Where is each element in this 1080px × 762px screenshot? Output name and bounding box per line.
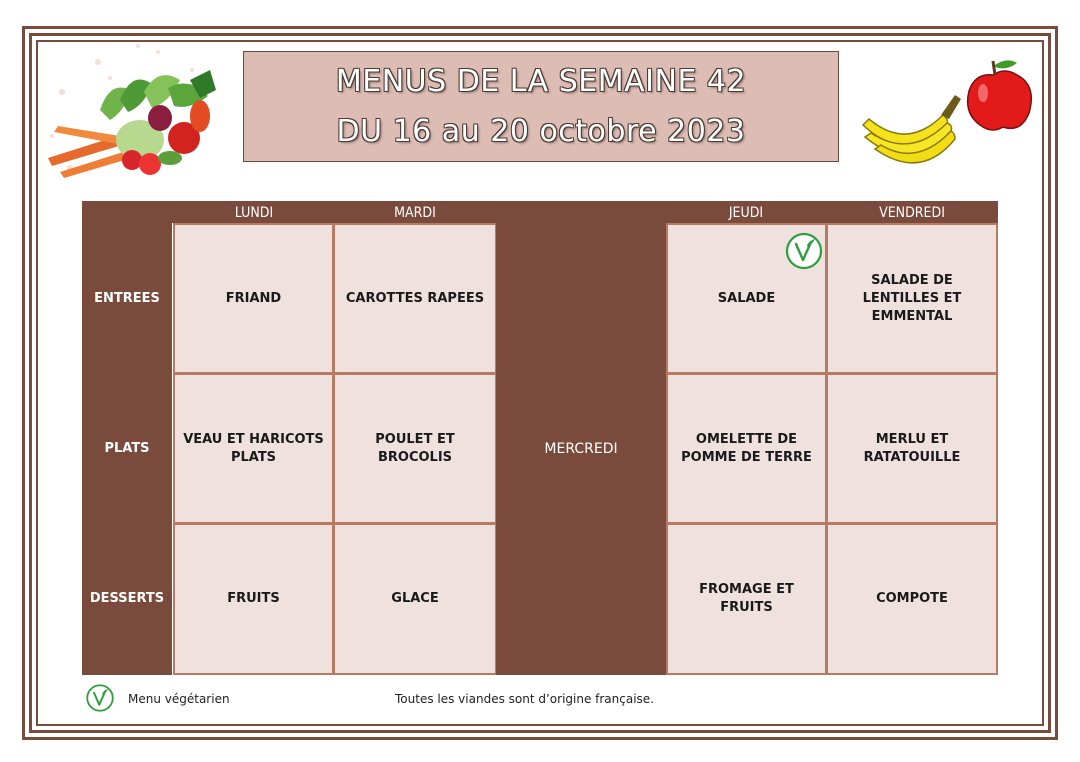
dish-label: POULET ET BROCOLIS — [375, 431, 455, 465]
row-label-desserts: DESSERTS — [89, 591, 165, 606]
dish-label: SALADE DE LENTILLES ET EMMENTAL — [862, 272, 962, 324]
cell-mardi-entree — [333, 223, 497, 374]
cell-lundi-entree — [173, 223, 334, 374]
vegetarian-icon — [784, 231, 824, 271]
day-header-lundi: LUNDI — [234, 205, 274, 221]
vegetarian-legend-icon — [85, 683, 115, 713]
date-range-title: DU 16 au 20 octobre 2023 — [336, 113, 746, 149]
dish-label: MERLU ET RATATOUILLE — [863, 431, 961, 465]
cell-jeudi-entree — [666, 223, 827, 374]
dish-label: VEAU ET HARICOTS PLATS — [183, 431, 324, 465]
dish-label: GLACE — [391, 591, 439, 606]
row-label-entrees: ENTREES — [94, 291, 160, 306]
week-title: MENUS DE LA SEMAINE 42 — [335, 63, 747, 99]
row-label-plats: PLATS — [104, 441, 150, 456]
cell-jeudi-dessert — [666, 523, 827, 675]
day-header-jeudi: JEUDI — [728, 205, 764, 221]
cell-mardi-dessert — [333, 523, 497, 675]
cell-lundi-plat — [173, 373, 334, 524]
day-header-mardi: MARDI — [394, 205, 436, 221]
mercredi-column — [496, 223, 666, 675]
cell-mardi-plat — [333, 373, 497, 524]
cell-vendredi-dessert — [826, 523, 998, 675]
cell-lundi-dessert — [173, 523, 334, 675]
dish-label: OMELETTE DE POMME DE TERRE — [681, 431, 812, 465]
mercredi-header-cell — [496, 201, 666, 223]
dish-label: FROMAGE ET FRUITS — [699, 582, 794, 615]
title-box — [243, 51, 839, 162]
fruits-illustration — [855, 55, 1035, 175]
dish-label: COMPOTE — [876, 591, 948, 606]
mercredi-label: MERCREDI — [544, 441, 618, 457]
cell-vendredi-entree — [826, 223, 998, 374]
dish-label: FRUITS — [227, 591, 280, 606]
dish-label: SALADE — [717, 290, 776, 306]
meat-origin-note: Toutes les viandes sont d’origine française. — [395, 692, 655, 706]
cell-vendredi-plat — [826, 373, 998, 524]
day-header-vendredi: VENDREDI — [879, 205, 945, 221]
dish-label: FRIAND — [225, 290, 282, 306]
cell-jeudi-plat — [666, 373, 827, 524]
vegetarian-legend-label: Menu végétarien — [128, 692, 230, 706]
vegetables-illustration — [40, 40, 220, 190]
menu-table — [82, 201, 998, 675]
dish-label: CAROTTES RAPEES — [345, 290, 485, 306]
